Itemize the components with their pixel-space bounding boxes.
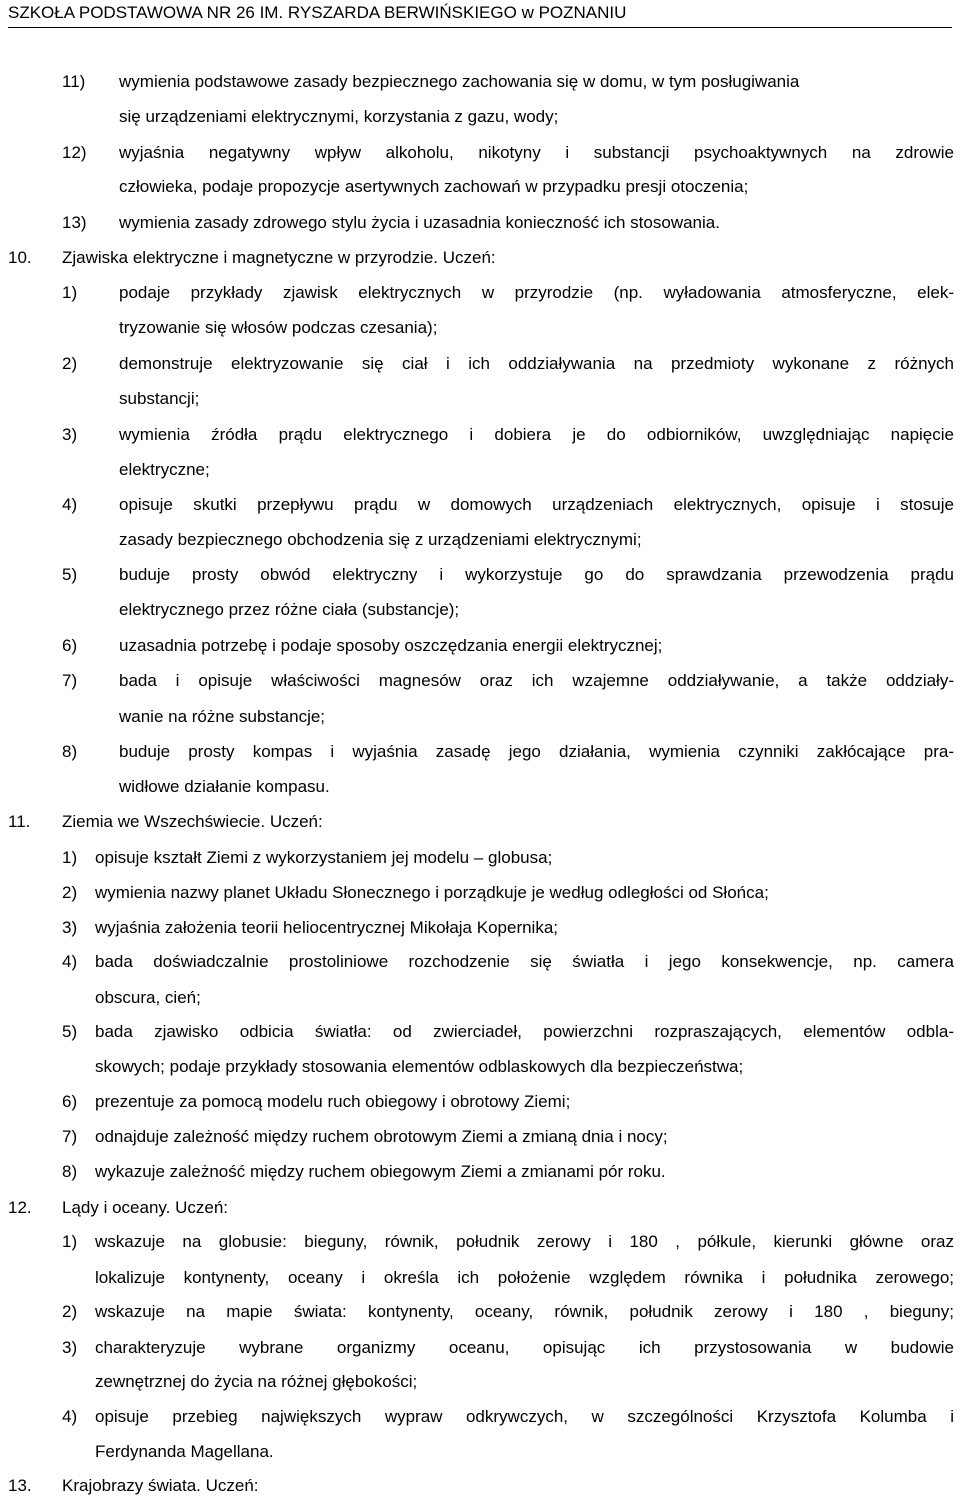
list-item-text: opisuje kształt Ziemi z wykorzystaniem jej modelu – globusa;	[95, 848, 553, 867]
section-heading: Lądy i oceany. Uczeń:	[62, 1198, 228, 1217]
list-item-text: wymienia nazwy planet Układu Słonecznego i porządkuje je według odległości od Słońca;	[95, 883, 769, 902]
page-header: SZKOŁA PODSTAWOWA NR 26 IM. RYSZARDA BERWIŃSKIEGO w POZNANIU	[8, 1, 952, 28]
item-number: 3)	[62, 1338, 78, 1357]
item-number: 1)	[62, 1232, 78, 1251]
list-item-text: bada i opisuje właściwości magnesów oraz ich wzajemne oddziaływanie, a także oddziały-	[119, 671, 954, 690]
list-item-text: charakteryzuje wybrane organizmy oceanu, opisując ich przystosowania w budowie	[95, 1338, 954, 1357]
list-item-text: opisuje skutki przepływu prądu w domowych urządzeniach elektrycznych, opisuje i stosuje	[119, 495, 954, 514]
list-item-text: elektryczne;	[119, 460, 210, 479]
item-number: 7)	[62, 671, 78, 690]
list-item-text: zewnętrznej do życia na różnej głębokości;	[95, 1372, 418, 1391]
list-item-text: obscura, cień;	[95, 988, 201, 1007]
list-item-text: buduje prosty obwód elektryczny i wykorzystuje go do sprawdzania przewodzenia prądu	[119, 565, 954, 584]
list-item-text: opisuje przebieg największych wypraw odkrywczych, w szczególności Krzysztofa Kolumba i	[95, 1407, 954, 1426]
list-item-text: wyjaśnia założenia teorii heliocentrycznej Mikołaja Kopernika;	[95, 918, 559, 937]
list-item-text: tryzowanie się włosów podczas czesania);	[119, 318, 438, 337]
list-item-text: wymienia podstawowe zasady bezpiecznego zachowania się w domu, w tym posługiwania	[119, 72, 800, 91]
item-number: 12)	[62, 143, 87, 162]
list-item-text: zasady bezpiecznego obchodzenia się z urządzeniami elektrycznymi;	[119, 530, 642, 549]
item-number: 3)	[62, 425, 78, 444]
section-number: 13.	[8, 1476, 32, 1495]
list-item-text: widłowe działanie kompasu.	[119, 777, 330, 796]
list-item-text: wanie na różne substancje;	[119, 707, 326, 726]
item-number: 6)	[62, 636, 78, 655]
list-item-text: wskazuje na globusie: bieguny, równik, południk zerowy i 180 , półkule, kierunki główne oraz	[95, 1232, 954, 1251]
item-number: 2)	[62, 354, 78, 373]
list-item-text: demonstruje elektryzowanie się ciał i ich oddziaływania na przedmioty wykonane z różnych	[119, 354, 954, 373]
item-number: 2)	[62, 1302, 78, 1321]
list-item-text: bada zjawisko odbicia światła: od zwierciadeł, powierzchni rozpraszających, elementów odbla-	[95, 1022, 954, 1041]
list-item-text: prezentuje za pomocą modelu ruch obiegowy i obrotowy Ziemi;	[95, 1092, 571, 1111]
list-item-text: odnajduje zależność między ruchem obrotowym Ziemi a zmianą dnia i nocy;	[95, 1127, 668, 1146]
item-number: 2)	[62, 883, 78, 902]
item-number: 4)	[62, 952, 78, 971]
item-number: 4)	[62, 1407, 78, 1426]
item-number: 5)	[62, 1022, 78, 1041]
item-number: 5)	[62, 565, 78, 584]
list-item-text: buduje prosty kompas i wyjaśnia zasadę jego działania, wymienia czynniki zakłócające pra-	[119, 742, 954, 761]
list-item-text: Ferdynanda Magellana.	[95, 1442, 274, 1461]
list-item-text: elektrycznego przez różne ciała (substancje);	[119, 600, 460, 619]
item-number: 8)	[62, 1162, 78, 1181]
list-item-text: człowieka, podaje propozycje asertywnych zachowań w przypadku presji otoczenia;	[119, 177, 749, 196]
section-number: 10.	[8, 248, 32, 267]
section-heading: Zjawiska elektryczne i magnetyczne w przyrodzie. Uczeń:	[62, 248, 496, 267]
list-item-text: wykazuje zależność między ruchem obiegowym Ziemi a zmianami pór roku.	[95, 1162, 666, 1181]
list-item-text: uzasadnia potrzebę i podaje sposoby oszczędzania energii elektrycznej;	[119, 636, 663, 655]
item-number: 3)	[62, 918, 78, 937]
list-item-text: skowych; podaje przykłady stosowania elementów odblaskowych dla bezpieczeństwa;	[95, 1057, 744, 1076]
item-number: 7)	[62, 1127, 78, 1146]
section-number: 11.	[8, 812, 31, 831]
item-number: 13)	[62, 213, 87, 232]
section-heading: Krajobrazy świata. Uczeń:	[62, 1476, 259, 1495]
list-item-text: wymienia źródła prądu elektrycznego i dobiera je do odbiorników, uwzględniając napięcie	[119, 425, 954, 444]
list-item-text: lokalizuje kontynenty, oceany i określa ich położenie względem równika i południka zerowego;	[95, 1268, 954, 1287]
item-number: 1)	[62, 283, 78, 302]
section-number: 12.	[8, 1198, 32, 1217]
item-number: 6)	[62, 1092, 78, 1111]
list-item-text: wskazuje na mapie świata: kontynenty, oceany, równik, południk zerowy i 180 , bieguny;	[95, 1302, 954, 1321]
item-number: 8)	[62, 742, 78, 761]
list-item-text: substancji;	[119, 389, 200, 408]
list-item-text: podaje przykłady zjawisk elektrycznych w przyrodzie (np. wyładowania atmosferyczne, elek-	[119, 283, 954, 302]
item-number: 11)	[62, 72, 86, 91]
list-item-text: wymienia zasady zdrowego stylu życia i uzasadnia konieczność ich stosowania.	[119, 213, 720, 232]
list-item-text: wyjaśnia negatywny wpływ alkoholu, nikotyny i substancji psychoaktywnych na zdrowie	[119, 143, 954, 162]
section-heading: Ziemia we Wszechświecie. Uczeń:	[62, 812, 323, 831]
item-number: 4)	[62, 495, 78, 514]
item-number: 1)	[62, 848, 78, 867]
list-item-text: się urządzeniami elektrycznymi, korzystania z gazu, wody;	[119, 107, 559, 126]
list-item-text: bada doświadczalnie prostoliniowe rozchodzenie się światła i jego konsekwencje, np. camera	[95, 952, 954, 971]
